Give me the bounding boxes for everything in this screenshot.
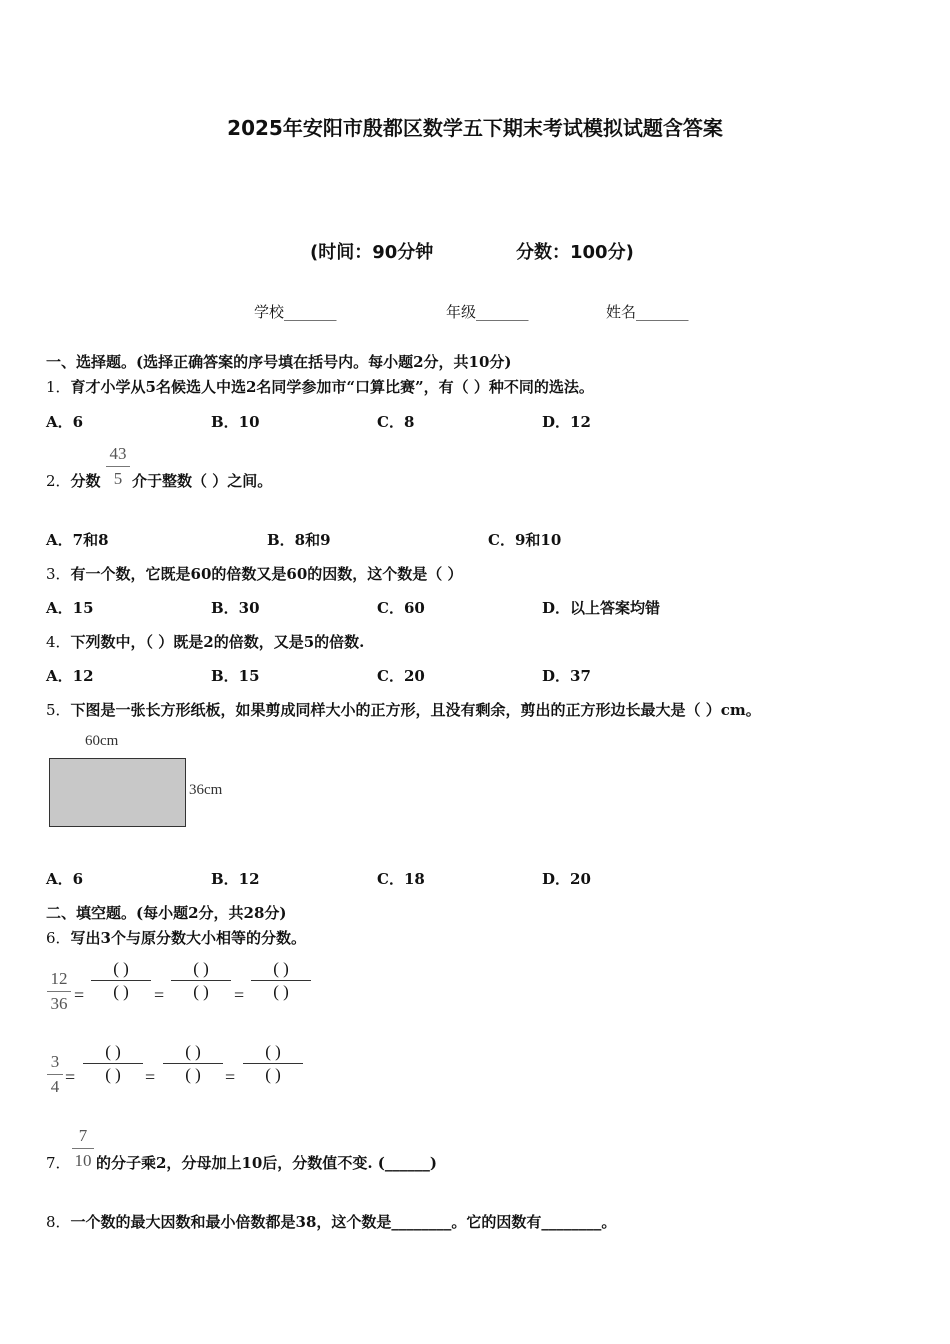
equals-sign: = (65, 1067, 76, 1087)
question-number: 5． (46, 701, 71, 719)
answer-fraction[interactable] (163, 1041, 223, 1086)
question-6 (46, 927, 306, 948)
fraction-denominator: 4 (50, 1077, 60, 1096)
rect-width-label: 60cm (85, 733, 119, 749)
answer-fraction[interactable] (251, 958, 311, 1003)
cardboard-rectangle (49, 758, 186, 827)
question-text: 育才小学从5名候选人中选2名同学参加市“口算比赛”，有（ ）种不同的选法。 (70, 378, 594, 396)
fraction-bar (72, 1148, 94, 1149)
section1-heading: 一、选择题。(选择正确答案的序号填在括号内。每小题2分，共10分) (46, 353, 512, 371)
rect-height-label: 36cm (189, 782, 223, 798)
fraction-denominator: 36 (50, 994, 68, 1013)
denominator-blank[interactable]: ( ) (273, 982, 289, 1001)
question-7-number (46, 1152, 71, 1173)
answer-fraction[interactable] (83, 1041, 143, 1086)
question-pre: 分数 (70, 472, 101, 490)
fraction-bar (106, 466, 130, 467)
q1-option-d[interactable]: D．12 (542, 413, 591, 431)
question-number: 4． (46, 633, 71, 651)
question-4 (46, 631, 364, 652)
q5-option-a[interactable]: A．6 (46, 870, 84, 888)
equals-sign: = (225, 1067, 236, 1087)
answer-fraction[interactable] (91, 958, 151, 1003)
q2-option-c[interactable]: C．9和10 (488, 531, 562, 549)
exam-time: (时间：90分钟 (310, 242, 434, 263)
name-field[interactable]: 姓名_______ (606, 303, 689, 321)
fraction-numerator: 3 (50, 1052, 60, 1071)
exam-score: 分数：100分) (516, 242, 634, 263)
denominator-blank[interactable]: ( ) (193, 982, 209, 1001)
equals-sign: = (74, 985, 85, 1005)
fraction-numerator: 12 (50, 969, 68, 988)
fraction-43-5 (106, 443, 130, 490)
q4-option-a[interactable]: A．12 (46, 667, 94, 685)
numerator-blank[interactable]: ( ) (193, 959, 209, 978)
q1-option-c[interactable]: C．8 (377, 413, 415, 431)
numerator-blank[interactable]: ( ) (113, 959, 129, 978)
question-1 (46, 376, 594, 397)
q3-option-a[interactable]: A．15 (46, 599, 94, 617)
denominator-blank[interactable]: ( ) (265, 1065, 281, 1084)
page-title: 2025年安阳市殷都区数学五下期末考试模拟试题含答案 (227, 116, 723, 140)
equals-sign: = (154, 985, 165, 1005)
numerator-blank[interactable]: ( ) (105, 1042, 121, 1061)
answer-fraction[interactable] (171, 958, 231, 1003)
fraction-denominator: 10 (74, 1151, 92, 1170)
q5-option-c[interactable]: C．18 (377, 870, 425, 888)
grade-field[interactable]: 年级_______ (446, 303, 529, 321)
question-text: 下图是一张长方形纸板，如果剪成同样大小的正方形，且没有剩余，剪出的正方形边长最大是（ ）cm。 (70, 701, 761, 719)
equals-sign: = (234, 985, 245, 1005)
question-text: 下列数中，（ ）既是2的倍数，又是5的倍数. (70, 633, 365, 651)
numerator-blank[interactable]: ( ) (273, 959, 289, 978)
question-number: 8． (46, 1213, 71, 1231)
fraction-bar (47, 1074, 63, 1075)
fraction-3-4 (47, 1051, 63, 1098)
fraction-numerator: 43 (109, 444, 127, 463)
q3-option-d[interactable]: D．以上答案均错 (542, 599, 661, 617)
q4-option-d[interactable]: D．37 (542, 667, 591, 685)
denominator-blank[interactable]: ( ) (113, 982, 129, 1001)
section2-heading: 二、填空题。(每小题2分，共28分) (46, 904, 287, 922)
question-8 (46, 1211, 616, 1232)
q2-option-a[interactable]: A．7和8 (46, 531, 109, 549)
question-number: 6． (46, 929, 71, 947)
school-field[interactable]: 学校_______ (254, 303, 337, 321)
fraction-7-10 (72, 1125, 94, 1172)
fraction-numerator: 7 (78, 1126, 88, 1145)
q1-option-b[interactable]: B．10 (211, 413, 260, 431)
question-number: 2． (46, 472, 71, 490)
numerator-blank[interactable]: ( ) (265, 1042, 281, 1061)
denominator-blank[interactable]: ( ) (105, 1065, 121, 1084)
question-text: 写出3个与原分数大小相等的分数。 (70, 929, 306, 947)
q3-option-b[interactable]: B．30 (211, 599, 260, 617)
question-number: 1． (46, 378, 71, 396)
question-5 (46, 699, 761, 720)
q1-option-a[interactable]: A．6 (46, 413, 84, 431)
denominator-blank[interactable]: ( ) (185, 1065, 201, 1084)
q5-option-d[interactable]: D．20 (542, 870, 591, 888)
question-number: 7． (46, 1154, 71, 1172)
q3-option-c[interactable]: C．60 (377, 599, 425, 617)
equals-sign: = (145, 1067, 156, 1087)
question-3 (46, 563, 463, 584)
fraction-bar (47, 991, 71, 992)
q4-option-c[interactable]: C．20 (377, 667, 425, 685)
fraction-12-36 (47, 968, 71, 1015)
numerator-blank[interactable]: ( ) (185, 1042, 201, 1061)
question-2 (46, 470, 101, 491)
question-7-text: 的分子乘2，分母加上10后，分数值不变. (______) (96, 1154, 437, 1172)
q2-option-b[interactable]: B．8和9 (267, 531, 331, 549)
question-text: 有一个数，它既是60的倍数又是60的因数，这个数是（ ） (70, 565, 463, 583)
answer-fraction[interactable] (243, 1041, 303, 1086)
fraction-denominator: 5 (113, 469, 123, 488)
question-post: 介于整数（ ）之间。 (132, 472, 273, 490)
q5-option-b[interactable]: B．12 (211, 870, 260, 888)
q4-option-b[interactable]: B．15 (211, 667, 260, 685)
question-text: 一个数的最大因数和最小倍数都是38，这个数是________。它的因数有________。 (70, 1213, 617, 1231)
question-number: 3． (46, 565, 71, 583)
